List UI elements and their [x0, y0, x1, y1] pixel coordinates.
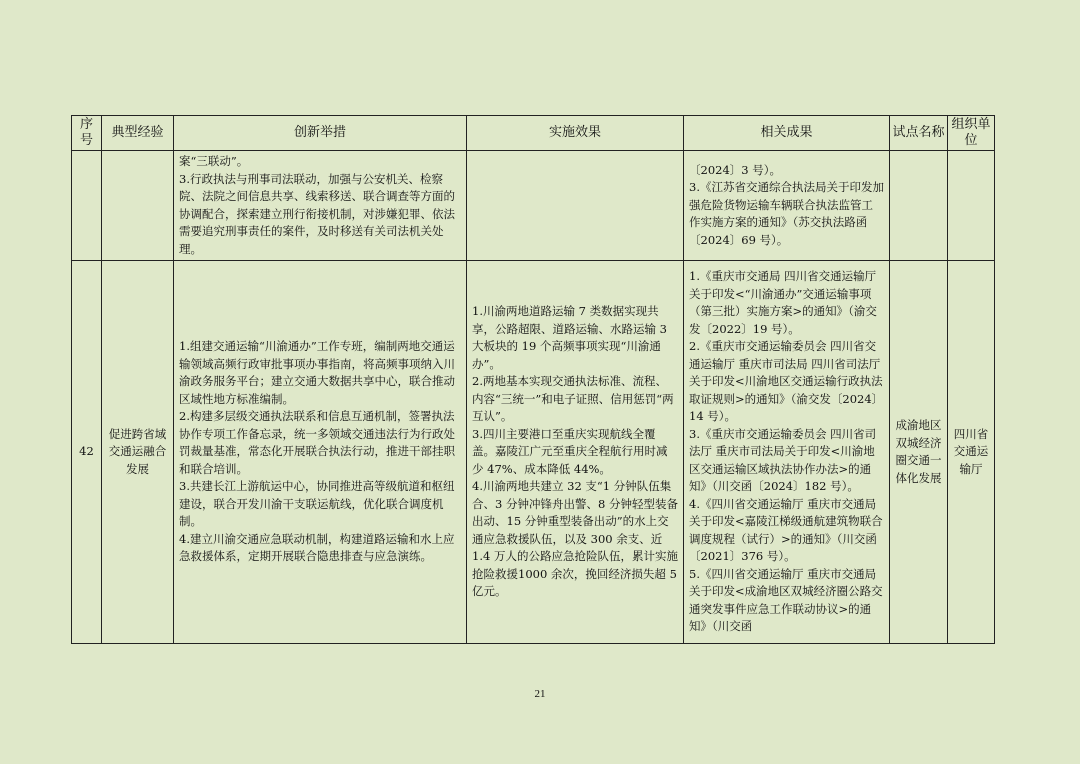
effects-paragraph: 4.川渝两地共建立 32 支“1 分钟队伍集合、3 分钟冲锋舟出警、8 分钟轻型装备出动、15 分钟重型装备出动”的水上交通应急救援队伍，以及 300 余支、近 1.4 万人的公路应急抢险队伍，累计实施抢险救援1000 余次，挽回经济损失超 5 亿元。 — [472, 479, 678, 599]
cell-innovation — [174, 261, 467, 644]
cell-effects — [467, 151, 684, 261]
header-innovation: 创新举措 — [174, 116, 467, 151]
header-experience: 典型经验 — [102, 116, 174, 151]
results-paragraph: 4.《四川省交通运输厅 重庆市交通局关于印发<嘉陵江梯级通航建筑物联合调度规程（试行）>的通知》（川交函〔2021〕376 号）。 — [689, 496, 883, 564]
effects-paragraph: 3.四川主要港口至重庆实现航线全覆盖。嘉陵江广元至重庆全程航行用时减少 47%、成本降低 44%。 — [472, 426, 668, 476]
cell-experience — [102, 151, 174, 261]
results-paragraph: 2.《重庆市交通运输委员会 四川省交通运输厅 重庆市司法局 四川省司法厅关于印发<川渝地区交通运输行政执法取证规则>的通知》（渝交发〔2024〕14 号）。 — [689, 339, 884, 424]
document-table — [71, 115, 995, 644]
header-number: 序号 — [72, 116, 102, 151]
cell-organizer — [948, 151, 995, 261]
cell-pilot-name — [890, 151, 948, 261]
effects-paragraph: 2.两地基本实现交通执法标准、流程、内容“三统一”和电子证照、信用惩罚“两互认”。 — [472, 374, 674, 424]
innovation-paragraph: 2.构建多层级交通执法联系和信息互通机制，签署执法协作专项工作备忘录，统一多领域交通违法行为行政处罚裁量基准，常态化开展联合执法行动，推进干部挂职和联合培训。 — [179, 409, 455, 476]
table-row-continued — [72, 151, 995, 261]
table-row-42 — [72, 261, 995, 644]
table-header-row — [72, 116, 995, 151]
header-effects: 实施效果 — [467, 116, 684, 151]
header-results: 相关成果 — [684, 116, 890, 151]
cell-results — [684, 151, 890, 261]
cell-results — [684, 261, 890, 644]
header-organizer: 组织单位 — [948, 116, 995, 151]
results-paragraph: 〔2024〕3 号）。 — [689, 162, 781, 177]
page-number: 21 — [534, 688, 546, 700]
cell-number: 42 — [72, 261, 102, 644]
innovation-paragraph: 3.共建长江上游航运中心，协同推进高等级航道和枢纽建设，联合开发川渝干支联运航线，优化联合调度机制。 — [179, 479, 455, 529]
innovation-paragraph: 4.建立川渝交通应急联动机制，构建道路运输和水上应急救援体系，定期开展联合隐患排查与应急演练。 — [179, 531, 455, 564]
cell-effects — [467, 261, 684, 644]
cell-innovation — [174, 151, 467, 261]
results-paragraph: 3.《重庆市交通运输委员会 四川省司法厅 重庆市司法局关于印发<川渝地区交通运输区域执法协作办法>的通知》（川交函〔2024〕182 号）。 — [689, 426, 877, 494]
innovation-paragraph: 1.组建交通运输“川渝通办”工作专班，编制两地交通运输领域高频行政审批事项办事指南，将高频事项纳入川渝政务服务平台；建立交通大数据共享中心，联合推动区域性地方标准编制。 — [179, 339, 455, 406]
effects-paragraph: 1.川渝两地道路运输 7 类数据实现共享，公路超限、道路运输、水路运输 3 大板块的 19 个高频事项实现“川渝通办”。 — [472, 304, 667, 371]
innovation-paragraph: 3.行政执法与刑事司法联动，加强与公安机关、检察院、法院之间信息共享、线索移送、联合调查等方面的协调配合，探索建立刑行衔接机制，对涉嫌犯罪、依法需要追究刑事责任的案件，及时移送有关司法机关处理。 — [179, 171, 455, 256]
cell-organizer: 四川省交通运输厅 — [948, 261, 995, 644]
results-paragraph: 5.《四川省交通运输厅 重庆市交通局关于印发<成渝地区双城经济圈公路交通突发事件应急工作联动协议>的通知》（川交函 — [689, 566, 883, 634]
results-paragraph: 3.《江苏省交通综合执法局关于印发加强危险货物运输车辆联合执法监管工作实施方案的通知》（苏交执法路函〔2024〕69 号）。 — [689, 180, 884, 247]
innovation-paragraph: 案“三联动”。 — [179, 154, 249, 168]
cell-experience: 促进跨省域交通运融合发展 — [102, 261, 174, 644]
cell-pilot-name: 成渝地区双城经济圈交通一体化发展 — [890, 261, 948, 644]
results-paragraph: 1.《重庆市交通局 四川省交通运输厅关于印发<“川渝通办”交通运输事项（第三批）实施方案>的通知》（渝交发〔2022〕19 号）。 — [689, 269, 877, 336]
header-pilot-name: 试点名称 — [890, 116, 948, 151]
cell-number — [72, 151, 102, 261]
